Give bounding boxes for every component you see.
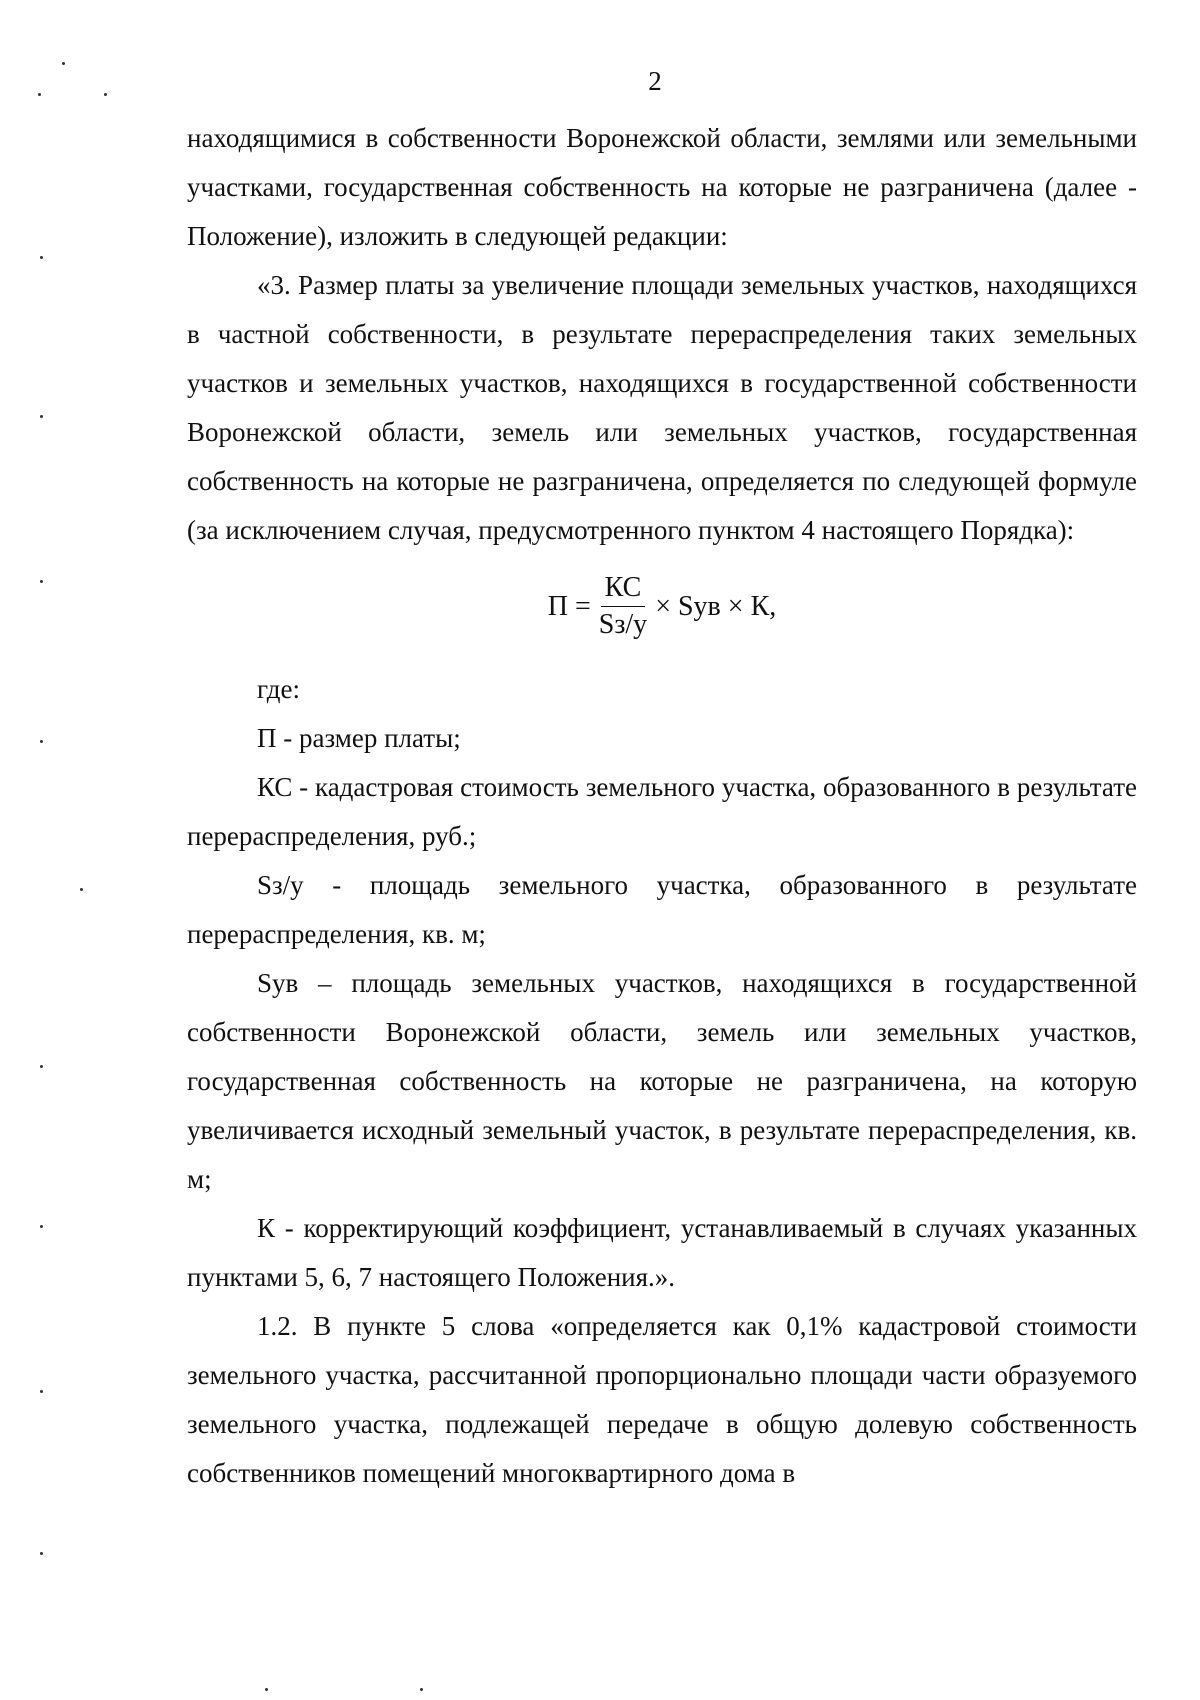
scan-speck: [40, 1552, 43, 1555]
formula-numerator: КС: [601, 570, 646, 607]
scan-speck: [104, 93, 107, 96]
scan-speck: [40, 1065, 43, 1068]
scan-speck: [40, 580, 43, 583]
scan-speck: [62, 62, 65, 65]
definition-p: П - размер платы;: [257, 723, 461, 753]
page-number: 2: [648, 66, 662, 96]
scan-speck: [80, 888, 83, 891]
scan-speck: [265, 1688, 268, 1691]
definition-sz: Sз/у - площадь земельного участка, образованного в результате перераспределения, кв. м;: [187, 870, 1137, 949]
payment-formula: [187, 561, 1137, 651]
formula-denominator: Sз/у: [598, 608, 648, 640]
formula-fraction: [595, 570, 651, 643]
paragraph-intro-continuation: находящимися в собственности Воронежской области, землями или земельными участками, государственная собственность на которые не разграничена (далее - Положение), изложить в следующей редакции:: [187, 123, 1137, 251]
scan-speck: [40, 256, 43, 259]
document-body: [187, 114, 1137, 1498]
scan-speck: [420, 1688, 423, 1691]
formula-rhs: × Sув × К,: [655, 590, 777, 622]
scan-speck: [40, 415, 43, 418]
definition-k: К - корректирующий коэффициент, устанавливаемый в случаях указанных пунктами 5, 6, 7 настоящего Положения.».: [187, 1213, 1137, 1292]
where-label: где:: [257, 674, 300, 704]
scan-speck: [40, 1390, 43, 1393]
formula-lhs: П =: [547, 590, 591, 622]
scan-speck: [38, 93, 41, 96]
definition-ks: КС - кадастровая стоимость земельного участка, образованного в результате перераспределения, руб.;: [187, 772, 1137, 851]
scan-speck: [40, 1225, 43, 1228]
paragraph-item-1-2: 1.2. В пункте 5 слова «определяется как 0,1% кадастровой стоимости земельного участка, рассчитанной пропорционально площади части образуемого земельного участка, подлежащей передаче в общую долевую собственность собственников помещений многоквартирного дома в: [187, 1311, 1137, 1488]
definition-suv: Sув – площадь земельных участков, находящихся в государственной собственности Воронежской области, земель или земельных участков, государственная собственность на которые не разграничена, на которую увеличивается исходный земельный участок, в результате перераспределения, кв. м;: [187, 968, 1137, 1194]
paragraph-item-3: «3. Размер платы за увеличение площади земельных участков, находящихся в частной собственности, в результате перераспределения таких земельных участков и земельных участков, находящихся в государственной собственности Воронежской области, земель или земельных участков, государственная собственность на которые не разграничена, определяется по следующей формуле (за исключением случая, предусмотренного пунктом 4 настоящего Порядка):: [187, 270, 1137, 545]
scan-speck: [40, 740, 43, 743]
